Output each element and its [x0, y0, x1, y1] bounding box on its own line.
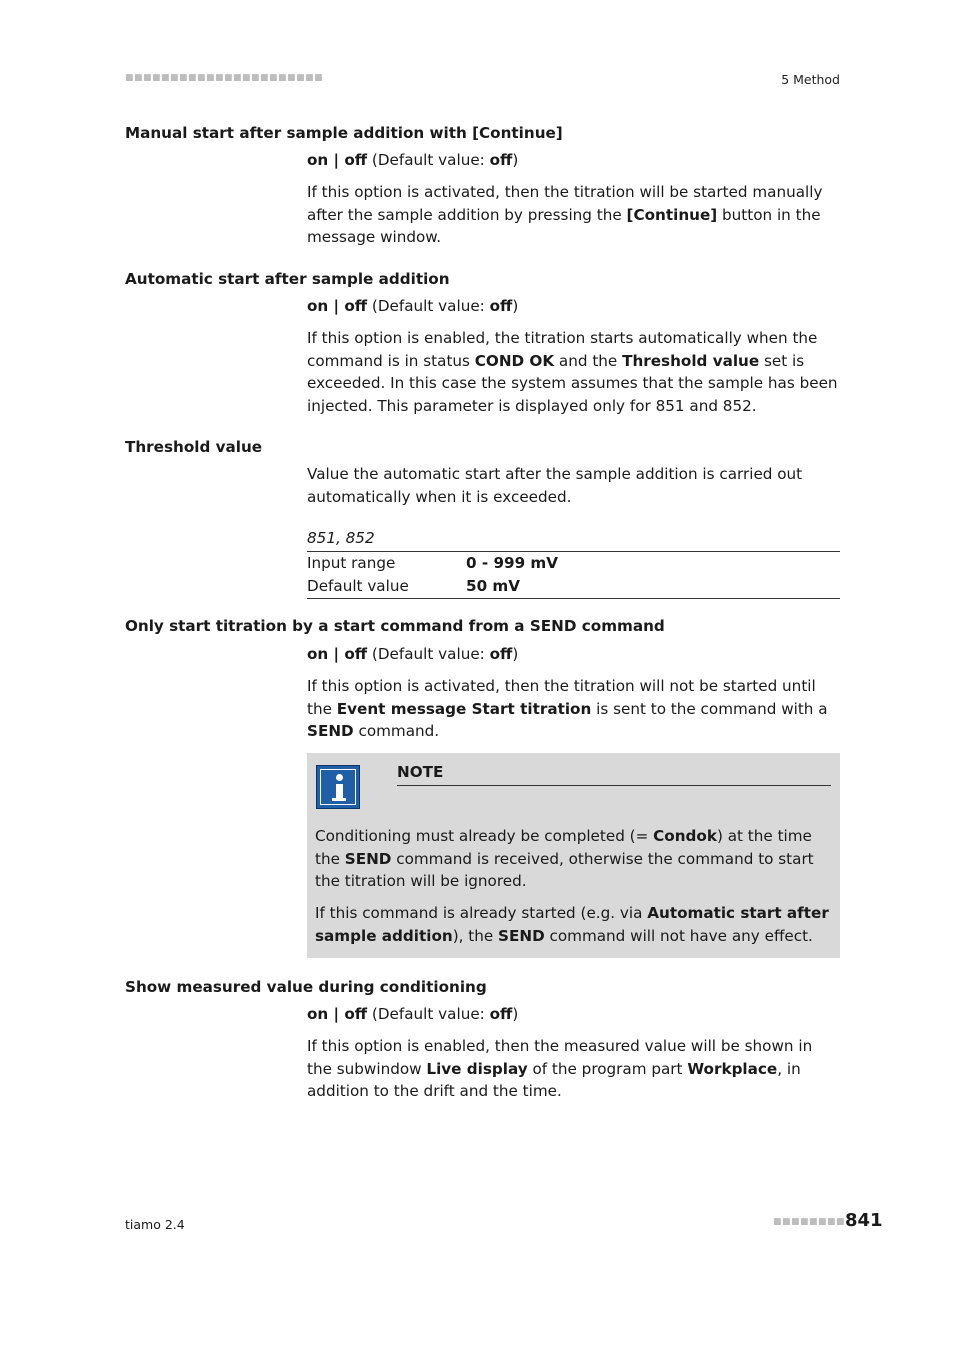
product-name: tiamo 2.4: [125, 1217, 185, 1232]
text-run: set is exceeded. In this case the system assumes that the sample has been injected. This parameter is displayed only for 851 and 852.: [307, 351, 838, 415]
text-run: command.: [353, 722, 440, 740]
emphasis-text: Event message Start titration: [336, 699, 592, 718]
note-paragraph: [315, 902, 830, 947]
table-row: [307, 552, 840, 575]
text-run: If this option is activated, then the titration will not be started until the: [307, 677, 816, 718]
section-heading: Automatic start after sample addition: [125, 270, 450, 288]
emphasis-text: SEND: [307, 722, 354, 740]
option-values: on | off (Default value: off): [307, 645, 519, 663]
section-description: [307, 181, 840, 249]
section-description: [307, 463, 840, 508]
table-caption: 851, 852: [307, 529, 375, 547]
note-paragraph: [315, 825, 830, 893]
emphasis-text: Live display: [426, 1059, 528, 1078]
section-heading: Manual start after sample addition with [Continue]: [125, 124, 563, 142]
parameter-table: [307, 551, 840, 599]
footer-decoration: ■■■■■■■■: [773, 1217, 846, 1227]
emphasis-text: SEND: [344, 849, 392, 868]
emphasis-text: Workplace: [687, 1059, 778, 1078]
table-key: Default value: [307, 577, 409, 595]
emphasis-text: Condok: [653, 827, 717, 845]
emphasis-text: Automatic start after sample addition: [315, 904, 829, 945]
option-values: on | off (Default value: off): [307, 297, 519, 315]
text-run: and the: [554, 351, 623, 370]
emphasis-text: [Continue]: [626, 205, 718, 224]
table-key: Input range: [307, 554, 396, 572]
option-values: on | off (Default value: off): [307, 151, 519, 169]
info-icon: [316, 765, 360, 809]
text-run: If this option is enabled, the titration starts automatically when the command is in status: [307, 329, 818, 370]
table-row: [307, 575, 840, 598]
table-value: 50 mV: [466, 577, 521, 595]
section-description: [307, 1035, 840, 1103]
text-run: ), the: [452, 926, 499, 945]
text-run: button in the message window.: [307, 205, 821, 246]
emphasis-text: SEND: [498, 926, 545, 945]
text-run: If this option is activated, then the titration will be started manually after the sample addition by pressing the: [307, 183, 823, 224]
table-value: 0 - 999 mV: [466, 554, 559, 572]
section-description: [307, 675, 840, 743]
text-run: , in addition to the drift and the time.: [307, 1059, 801, 1100]
text-run: command is received, otherwise the command to start the titration will be ignored.: [315, 849, 814, 890]
section-description: [307, 327, 840, 417]
section-heading: Threshold value: [125, 438, 263, 456]
header-decoration: ■■■■■■■■■■■■■■■■■■■■■■: [125, 73, 324, 83]
page-number: 841: [845, 1210, 883, 1231]
note-title: NOTE: [397, 761, 831, 786]
text-run: Conditioning must already be completed (=: [315, 827, 654, 845]
text-run: If this command is already started (e.g. via: [315, 904, 648, 922]
text-run: If this option is enabled, then the measured value will be shown in the subwindow: [307, 1037, 813, 1078]
text-run: of the program part: [527, 1059, 688, 1078]
emphasis-text: Threshold value: [622, 351, 760, 370]
option-values: on | off (Default value: off): [307, 1005, 519, 1023]
note-box: [307, 753, 840, 958]
text-run: Value the automatic start after the sample addition is carried out automatically when it is exceeded.: [307, 465, 803, 506]
emphasis-text: COND OK: [474, 351, 555, 370]
section-heading: Show measured value during conditioning: [125, 978, 487, 996]
text-run: ) at the time the: [315, 827, 812, 868]
text-run: command will not have any effect.: [544, 926, 813, 945]
section-heading: Only start titration by a start command from a SEND command: [125, 617, 665, 635]
text-run: is sent to the command with a: [591, 699, 828, 718]
chapter-title: 5 Method: [781, 72, 840, 87]
